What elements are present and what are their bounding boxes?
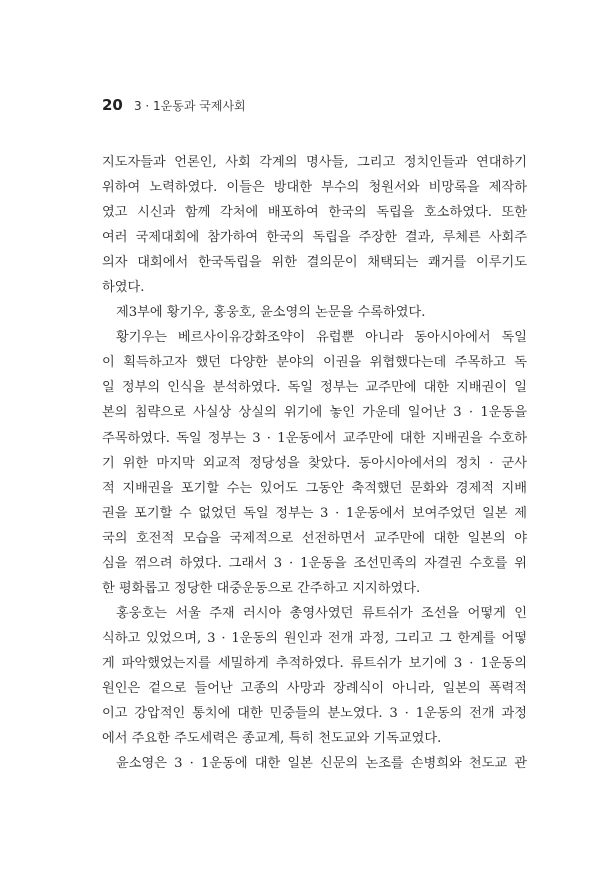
text-line: 지도자들과 언론인, 사회 각계의 명사들, 그리고 정치인들과 연대하기 (102, 155, 527, 170)
text-line: 적 지배권을 포기할 수는 있어도 그동안 축적했던 문화와 경제적 지배 (102, 480, 527, 496)
text-line: 권을 포기할 수 없었던 독일 정부는 3 · 1운동에서 보여주었던 일본 제 (102, 505, 527, 521)
text-line: 의자 대회에서 한국독립을 위한 결의문이 채택되는 쾌거를 이루기도 (102, 255, 527, 271)
text-line: 여러 국제대회에 참가하여 한국의 독립을 주장한 결과, 루체른 사회주 (102, 230, 527, 246)
text-line: 식하고 있었으며, 3 · 1운동의 원인과 전개 과정, 그리고 그 한계를 어떻 (102, 630, 527, 646)
text-line: 에서 주요한 주도세력은 종교계, 특히 천도교와 기독교였다. (102, 731, 442, 747)
text-line: 심을 꺾으려 하였다. 그래서 3 · 1운동을 조선민족의 자결권 수호를 위 (102, 555, 527, 571)
text-line: 국의 호전적 모습을 국제적으로 선전하면서 교주만에 대한 일본의 야 (102, 530, 527, 546)
text-line: 기 위한 마지막 외교적 정당성을 찾았다. 동아시아에서의 정치 · 군사 (102, 455, 527, 471)
text-line: 였고 시신과 함께 각처에 배포하여 한국의 독립을 호소하였다. 또한 (102, 205, 527, 221)
text-line: 본의 침략으로 사실상 상실의 위기에 놓인 가운데 일어난 3 · 1운동을 (102, 405, 527, 421)
text-line: 이 획득하고자 했던 다양한 분야의 이권을 위협했다는데 주목하고 독 (102, 355, 527, 371)
page-number: 20 (102, 96, 123, 114)
text-line: 게 파악했었는지를 세밀하게 추적하였다. 류트쉬가 보기에 3 · 1운동의 (102, 655, 527, 671)
text-line: 한 평화롭고 정당한 대중운동으로 간주하고 지지하였다. (102, 580, 421, 596)
page-header (102, 95, 246, 114)
text-line: 이고 강압적인 통치에 대한 민중들의 분노였다. 3 · 1운동의 전개 과정 (102, 706, 527, 722)
text-line: 제3부에 황기우, 홍웅호, 윤소영의 논문을 수록하였다. (116, 305, 426, 321)
running-title: 3 · 1운동과 국제사회 (133, 99, 246, 113)
text-line: 홍웅호는 서울 주재 러시아 총영사였던 류트쉬가 조선을 어떻게 인 (116, 605, 527, 621)
text-line: 위하여 노력하였다. 이들은 방대한 부수의 청원서와 비망록을 제작하 (102, 180, 527, 196)
text-line: 하였다. (102, 280, 145, 296)
text-line: 윤소영은 3 · 1운동에 대한 일본 신문의 논조를 손병희와 천도교 관 (116, 756, 527, 772)
text-line: 황기우는 베르사이유강화조약이 유럽뿐 아니라 동아시아에서 독일 (116, 330, 527, 346)
text-line: 주목하였다. 독일 정부는 3 · 1운동에서 교주만에 대한 지배권을 수호하 (102, 430, 527, 446)
text-line: 원인은 겉으로 들어난 고종의 사망과 장례식이 아니라, 일본의 폭력적 (102, 680, 527, 696)
body-text (102, 150, 527, 776)
text-line: 일 정부의 인식을 분석하였다. 독일 정부는 교주만에 대한 지배권이 일 (102, 380, 527, 396)
